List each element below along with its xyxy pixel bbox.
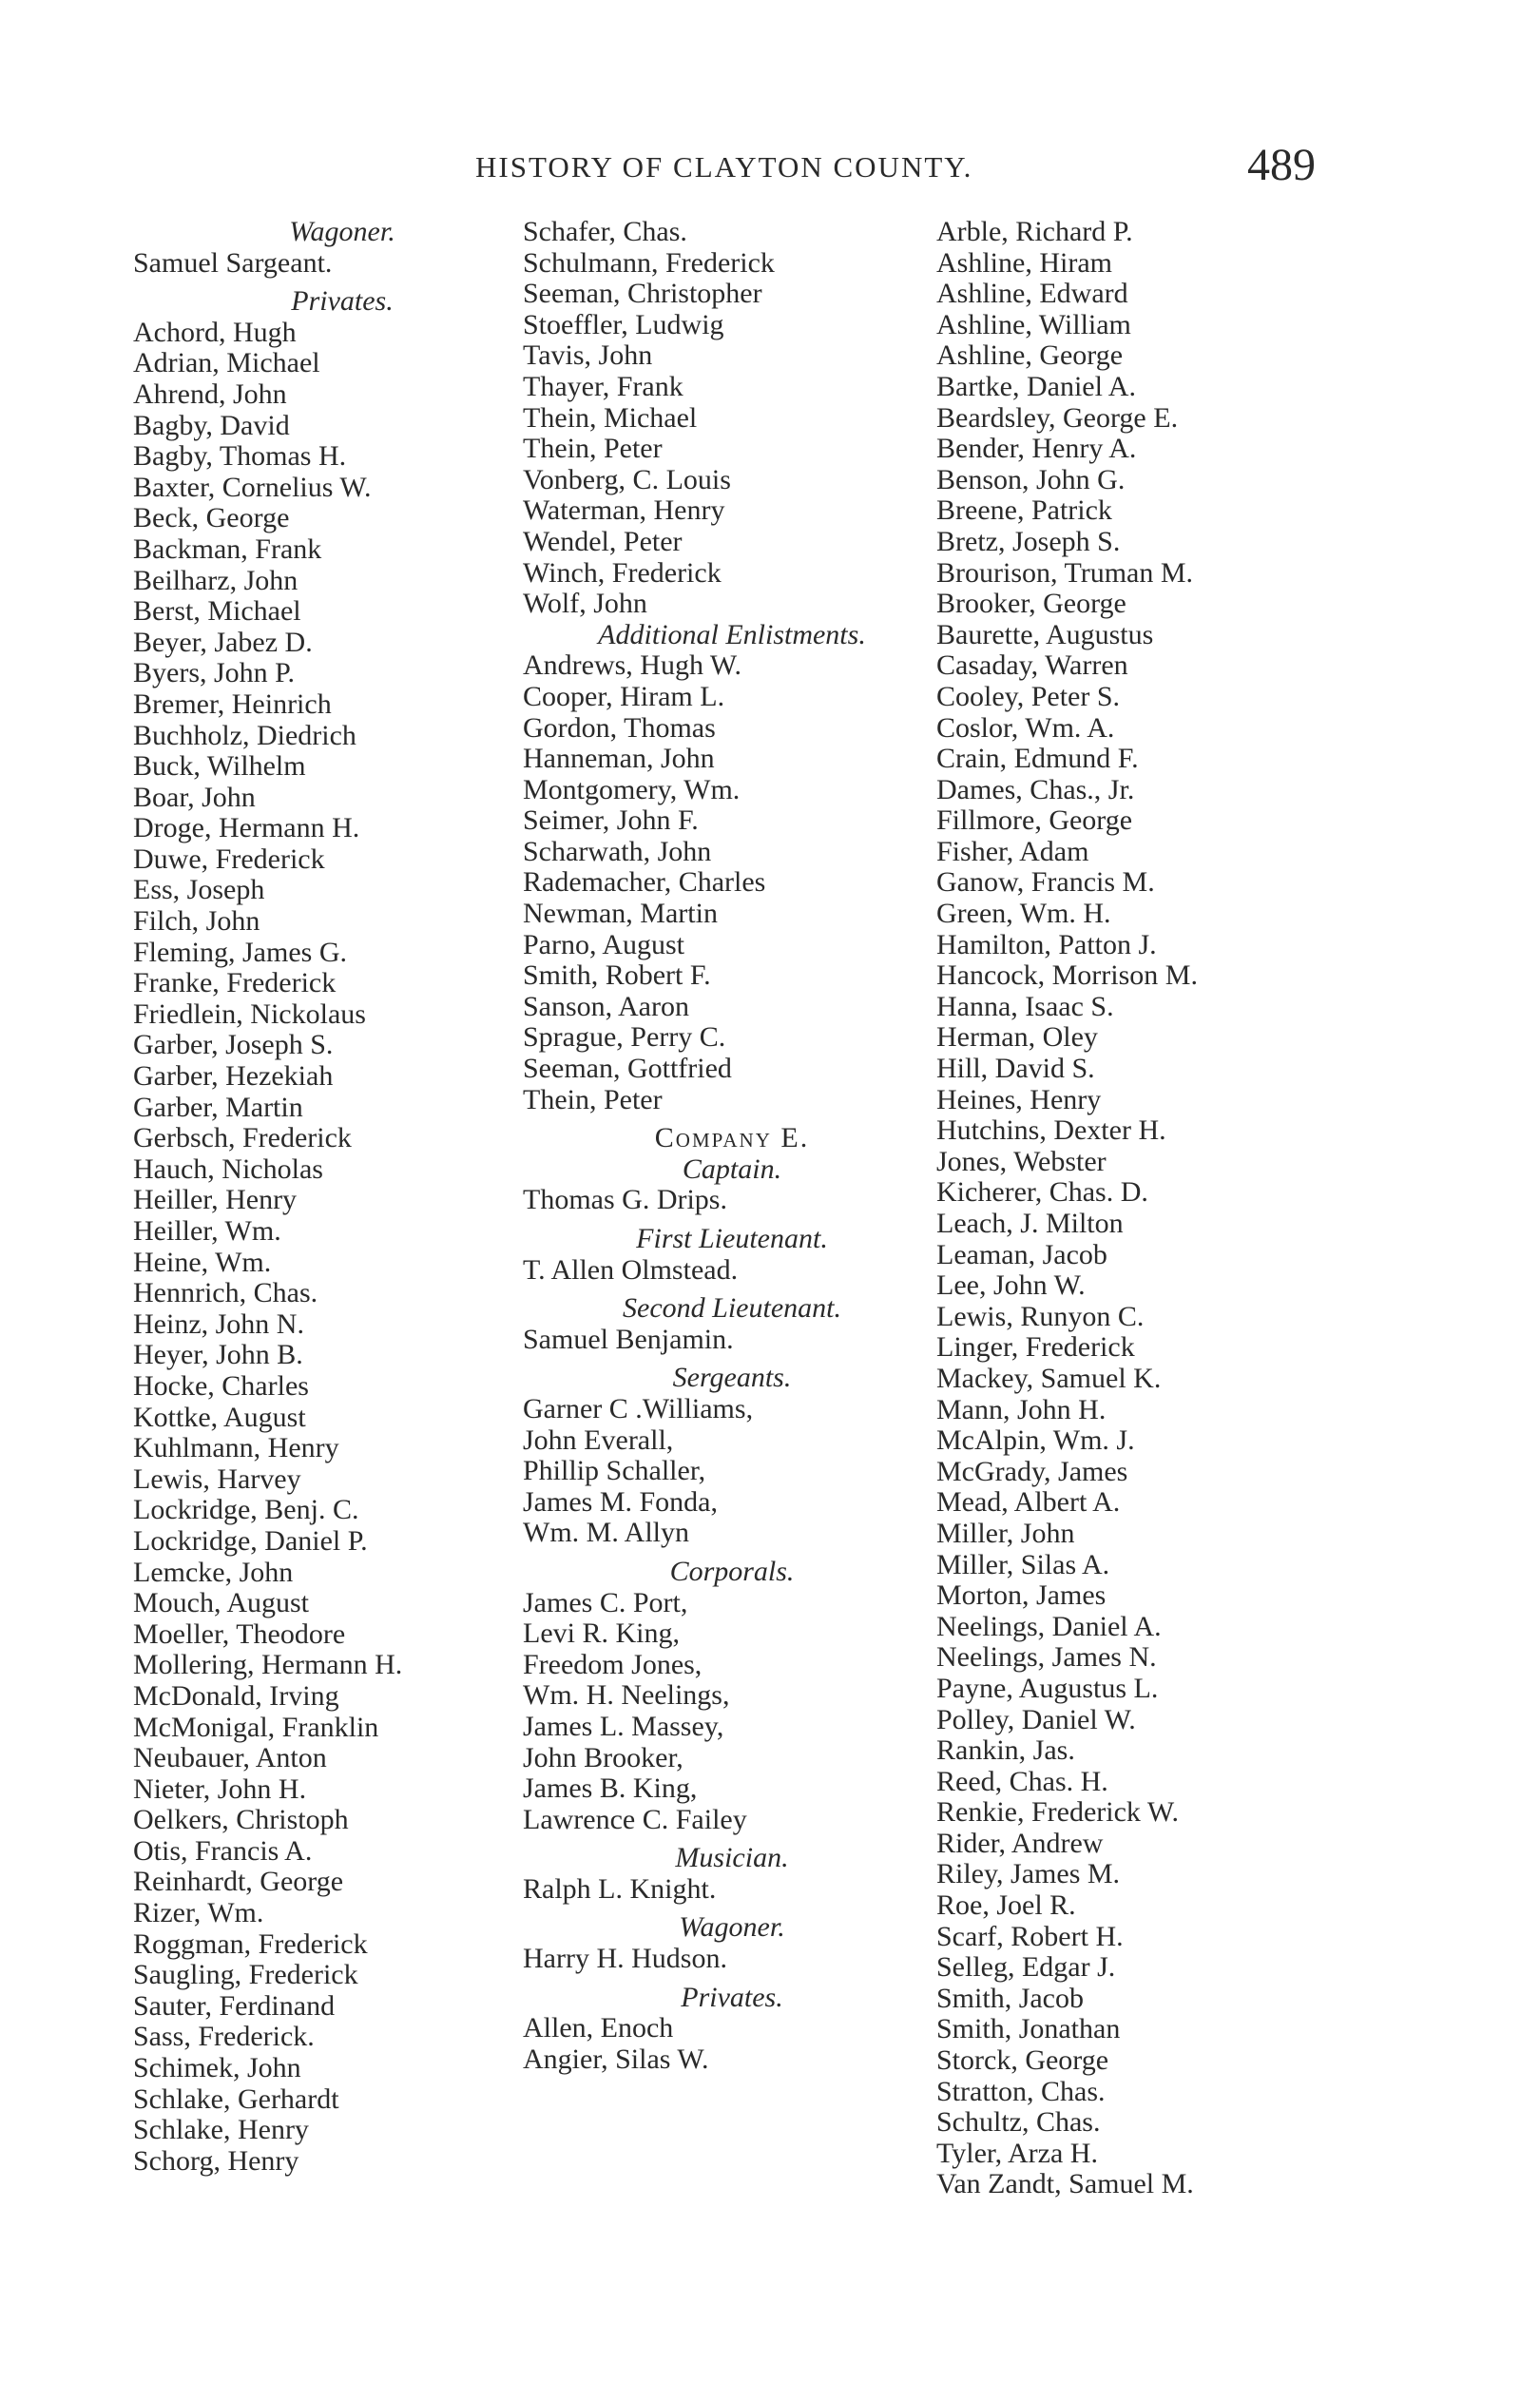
roster-entry: Brooker, George	[936, 588, 1126, 620]
roster-entry: Smith, Robert F.	[523, 959, 711, 992]
roster-entry: Smith, Jonathan	[936, 2013, 1121, 2045]
roster-entry: Sauter, Ferdinand	[133, 1989, 336, 2022]
roster-entry: Mead, Albert A.	[936, 1486, 1121, 1519]
roster-entry: Ashline, Hiram	[936, 246, 1112, 279]
roster-entry: Heinz, John N.	[133, 1308, 304, 1340]
roster-entry: Arble, Richard P.	[936, 216, 1133, 247]
roster-entry: Neubauer, Anton	[133, 1742, 327, 1774]
roster-entry: Friedlein, Nickolaus	[133, 998, 366, 1030]
roster-entry: Selleg, Edgar J.	[936, 1951, 1116, 1984]
roster-entry: Wolf, John	[523, 588, 647, 620]
roster-entry: Miller, Silas A.	[936, 1548, 1110, 1580]
roster-entry: Lockridge, Benj. C.	[133, 1494, 359, 1526]
section-heading: Wagoner.	[289, 216, 395, 247]
roster-entry: Lewis, Runyon C.	[936, 1300, 1145, 1332]
roster-entry: Heines, Henry	[936, 1083, 1102, 1115]
roster-entry: Oelkers, Christoph	[133, 1804, 349, 1836]
roster-entry: Schultz, Chas.	[936, 2106, 1101, 2139]
roster-entry: Stoeffler, Ludwig	[523, 308, 724, 340]
roster-entry: Bretz, Joseph S.	[936, 525, 1121, 557]
roster-entry: Mouch, August	[133, 1587, 310, 1619]
roster-entry: Wendel, Peter	[523, 525, 683, 557]
roster-entry: Vonberg, C. Louis	[523, 463, 731, 495]
roster-entry: Linger, Frederick	[936, 1331, 1135, 1364]
roster-entry: Achord, Hugh	[133, 316, 297, 348]
roster-entry: Byers, John P.	[133, 657, 296, 689]
section-heading: Privates.	[681, 1981, 783, 2013]
roster-entry: Wm. M. Allyn	[523, 1517, 690, 1549]
roster-entry: Hocke, Charles	[133, 1369, 309, 1402]
roster-entry: Samuel Sargeant.	[133, 246, 333, 279]
roster-entry: Gordon, Thomas	[523, 711, 716, 744]
roster-entry: Tyler, Arza H.	[936, 2137, 1098, 2169]
section-heading: Sergeants.	[672, 1362, 792, 1394]
roster-entry: Riley, James M.	[936, 1858, 1121, 1890]
roster-entry: Mann, John H.	[936, 1393, 1107, 1425]
roster-entry: Herman, Oley	[936, 1021, 1098, 1054]
roster-entry: James L. Massey,	[523, 1710, 724, 1742]
roster-entry: Van Zandt, Samuel M.	[936, 2168, 1194, 2200]
roster-entry: Crain, Edmund F.	[936, 743, 1139, 775]
roster-entry: McDonald, Irving	[133, 1679, 339, 1712]
roster-entry: McAlpin, Wm. J.	[936, 1424, 1135, 1457]
roster-entry: Ganow, Francis M.	[936, 866, 1155, 899]
roster-entry: Ahrend, John	[133, 378, 287, 410]
roster-entry: Hancock, Morrison M.	[936, 959, 1198, 992]
roster-entry: Cooper, Hiram L.	[523, 680, 725, 712]
roster-entry: Newman, Martin	[523, 898, 718, 930]
roster-column-3	[936, 217, 1317, 2200]
running-title: HISTORY OF CLAYTON COUNTY.	[475, 150, 973, 184]
roster-entry: Otis, Francis A.	[133, 1834, 313, 1867]
section-heading: Musician.	[675, 1842, 789, 1874]
roster-entry: Heyer, John B.	[133, 1339, 303, 1371]
roster-entry: Buchholz, Diedrich	[133, 719, 356, 751]
roster-entry: Smith, Jacob	[936, 1982, 1084, 2014]
roster-entry: James C. Port,	[523, 1586, 688, 1618]
roster-entry: Schimek, John	[133, 2052, 301, 2084]
roster-entry: McMonigal, Franklin	[133, 1711, 379, 1743]
roster-entry: Coslor, Wm. A.	[936, 711, 1115, 744]
roster-entry: Neelings, Daniel A.	[936, 1610, 1162, 1642]
roster-entry: Brourison, Truman M.	[936, 556, 1194, 589]
roster-entry: Hauch, Nicholas	[133, 1153, 323, 1185]
roster-entry: Payne, Augustus L.	[936, 1672, 1159, 1704]
roster-column-1	[133, 217, 551, 2177]
roster-entry: Gerbsch, Frederick	[133, 1122, 352, 1154]
roster-entry: Reinhardt, George	[133, 1866, 344, 1898]
roster-entry: Beck, George	[133, 502, 290, 534]
roster-entry: Seimer, John F.	[523, 804, 699, 837]
roster-entry: Schlake, Gerhardt	[133, 2082, 339, 2115]
roster-entry: Hutchins, Dexter H.	[936, 1114, 1166, 1147]
roster-entry: Hamilton, Patton J.	[936, 928, 1157, 960]
roster-entry: Storck, George	[936, 2044, 1109, 2077]
roster-entry: Backman, Frank	[133, 533, 322, 565]
roster-entry: Garber, Hezekiah	[133, 1060, 334, 1093]
roster-entry: Garner C .Williams,	[523, 1392, 754, 1424]
section-heading: Second Lieutenant.	[623, 1292, 841, 1325]
roster-entry: Roggman, Frederick	[133, 1927, 368, 1960]
roster-entry: Hill, David S.	[936, 1053, 1095, 1085]
roster-entry: Kuhlmann, Henry	[133, 1432, 339, 1464]
roster-entry: Samuel Benjamin.	[523, 1323, 734, 1355]
roster-entry: Montgomery, Wm.	[523, 773, 741, 805]
roster-entry: Bremer, Heinrich	[133, 688, 332, 720]
roster-entry: Ralph L. Knight.	[523, 1872, 717, 1905]
section-heading: Additional Enlistments.	[598, 618, 866, 650]
roster-entry: T. Allen Olmstead.	[523, 1253, 739, 1286]
roster-entry: Schlake, Henry	[133, 2114, 309, 2146]
roster-entry: Schafer, Chas.	[523, 216, 687, 247]
roster-entry: Levi R. King,	[523, 1617, 680, 1650]
roster-entry: Boar, John	[133, 781, 256, 813]
roster-entry: Leaman, Jacob	[936, 1238, 1107, 1270]
roster-entry: Mollering, Hermann H.	[133, 1649, 403, 1681]
section-heading: Wagoner.	[679, 1911, 785, 1944]
roster-entry: Rademacher, Charles	[523, 866, 766, 899]
roster-entry: Droge, Hermann H.	[133, 812, 360, 844]
roster-entry: Cooley, Peter S.	[936, 680, 1121, 712]
roster-entry: Lockridge, Daniel P.	[133, 1524, 368, 1557]
roster-entry: Seeman, Christopher	[523, 278, 762, 310]
roster-entry: Rizer, Wm.	[133, 1897, 264, 1929]
roster-entry: Sanson, Aaron	[523, 990, 689, 1022]
roster-entry: Fisher, Adam	[936, 835, 1089, 867]
roster-entry: Hanna, Isaac S.	[936, 990, 1114, 1022]
roster-entry: Phillip Schaller,	[523, 1455, 706, 1487]
roster-entry: Green, Wm. H.	[936, 898, 1111, 930]
roster-entry: Hennrich, Chas.	[133, 1277, 318, 1309]
roster-entry: Jones, Webster	[936, 1145, 1107, 1177]
roster-entry: Rider, Andrew	[936, 1827, 1104, 1859]
roster-entry: Bender, Henry A.	[936, 433, 1137, 465]
roster-entry: Sprague, Perry C.	[523, 1021, 726, 1054]
roster-entry: Fillmore, George	[936, 804, 1133, 837]
roster-entry: Lemcke, John	[133, 1556, 294, 1588]
roster-entry: Beardsley, George E.	[936, 401, 1179, 434]
roster-column-2	[523, 217, 941, 2075]
page-number: 489	[1247, 140, 1316, 190]
roster-entry: John Brooker,	[523, 1741, 683, 1773]
roster-entry: Adrian, Michael	[133, 347, 320, 379]
company-heading: Company E.	[654, 1122, 810, 1154]
roster-entry: Thein, Michael	[523, 401, 698, 434]
roster-entry: Rankin, Jas.	[936, 1734, 1075, 1767]
roster-entry: Thomas G. Drips.	[523, 1184, 727, 1216]
roster-entry: Ashline, William	[936, 308, 1131, 340]
roster-entry: Bagby, Thomas H.	[133, 440, 347, 473]
roster-entry: Franke, Frederick	[133, 967, 337, 999]
roster-entry: Neelings, James N.	[936, 1641, 1157, 1674]
roster-entry: Stratton, Chas.	[936, 2075, 1106, 2107]
roster-entry: Schulmann, Frederick	[523, 246, 775, 279]
roster-entry: Duwe, Frederick	[133, 843, 325, 875]
roster-entry: Polley, Daniel W.	[936, 1703, 1136, 1735]
section-heading: Captain.	[682, 1153, 782, 1185]
roster-entry: Nieter, John H.	[133, 1772, 307, 1805]
roster-entry: Moeller, Theodore	[133, 1617, 346, 1650]
roster-entry: Beilharz, John	[133, 564, 298, 596]
roster-entry: McGrady, James	[936, 1455, 1128, 1487]
roster-entry: Scharwath, John	[523, 835, 712, 867]
roster-entry: James M. Fonda,	[523, 1485, 718, 1518]
roster-entry: Lawrence C. Failey	[523, 1803, 747, 1835]
roster-entry: Winch, Frederick	[523, 556, 722, 589]
roster-entry: Buck, Wilhelm	[133, 750, 306, 783]
roster-entry: Seeman, Gottfried	[523, 1053, 732, 1085]
roster-entry: Bartke, Daniel A.	[936, 370, 1136, 402]
roster-entry: Schorg, Henry	[133, 2144, 299, 2177]
roster-entry: Ashline, George	[936, 339, 1124, 372]
roster-entry: Renkie, Frederick W.	[936, 1796, 1179, 1829]
roster-entry: Ess, Joseph	[133, 874, 265, 906]
roster-entry: Baxter, Cornelius W.	[133, 471, 372, 503]
roster-entry: Saugling, Frederick	[133, 1959, 358, 1991]
roster-entry: Heine, Wm.	[133, 1246, 272, 1278]
roster-entry: Heiller, Henry	[133, 1184, 298, 1216]
roster-entry: Roe, Joel R.	[936, 1889, 1076, 1922]
roster-entry: Lee, John W.	[936, 1269, 1086, 1302]
roster-entry: John Everall,	[523, 1424, 674, 1456]
roster-entry: Hanneman, John	[523, 743, 715, 775]
roster-entry: Allen, Enoch	[523, 2012, 674, 2044]
roster-entry: Lewis, Harvey	[133, 1463, 301, 1495]
roster-entry: Miller, John	[936, 1517, 1075, 1549]
roster-entry: Harry H. Hudson.	[523, 1943, 727, 1975]
roster-entry: Leach, J. Milton	[936, 1208, 1124, 1239]
roster-entry: Kicherer, Chas. D.	[936, 1176, 1148, 1209]
roster-entry: Freedom Jones,	[523, 1648, 703, 1680]
roster-entry: Waterman, Henry	[523, 494, 725, 527]
section-heading: Corporals.	[669, 1555, 795, 1587]
roster-entry: Andrews, Hugh W.	[523, 649, 741, 682]
roster-entry: Benson, John G.	[936, 463, 1126, 495]
roster-entry: Tavis, John	[523, 339, 653, 372]
roster-entry: Bagby, David	[133, 409, 290, 441]
roster-entry: Kottke, August	[133, 1401, 306, 1433]
section-heading: Privates.	[291, 285, 394, 318]
roster-entry: Mackey, Samuel K.	[936, 1362, 1162, 1394]
roster-entry: Reed, Chas. H.	[936, 1765, 1108, 1797]
roster-entry: Parno, August	[523, 928, 685, 960]
roster-entry: Fleming, James G.	[133, 936, 347, 968]
section-heading: First Lieutenant.	[636, 1223, 828, 1254]
roster-entry: Angier, Silas W.	[523, 2043, 709, 2075]
roster-entry: Garber, Joseph S.	[133, 1029, 334, 1061]
roster-entry: Morton, James	[936, 1579, 1107, 1612]
roster-entry: Scarf, Robert H.	[936, 1920, 1124, 1952]
roster-entry: Filch, John	[133, 905, 260, 938]
roster-entry: Thayer, Frank	[523, 370, 683, 402]
roster-entry: Wm. H. Neelings,	[523, 1679, 730, 1712]
roster-entry: Dames, Chas., Jr.	[936, 773, 1135, 805]
roster-entry: Berst, Michael	[133, 595, 301, 628]
roster-entry: Garber, Martin	[133, 1091, 303, 1123]
roster-entry: Baurette, Augustus	[936, 618, 1154, 650]
roster-entry: Thein, Peter	[523, 433, 663, 465]
roster-entry: Casaday, Warren	[936, 649, 1128, 682]
roster-entry: Ashline, Edward	[936, 278, 1128, 310]
roster-entry: James B. King,	[523, 1772, 698, 1805]
roster-entry: Sass, Frederick.	[133, 2021, 315, 2053]
roster-entry: Breene, Patrick	[936, 494, 1112, 527]
roster-entry: Beyer, Jabez D.	[133, 626, 313, 658]
roster-entry: Heiller, Wm.	[133, 1215, 281, 1247]
roster-entry: Thein, Peter	[523, 1083, 663, 1115]
